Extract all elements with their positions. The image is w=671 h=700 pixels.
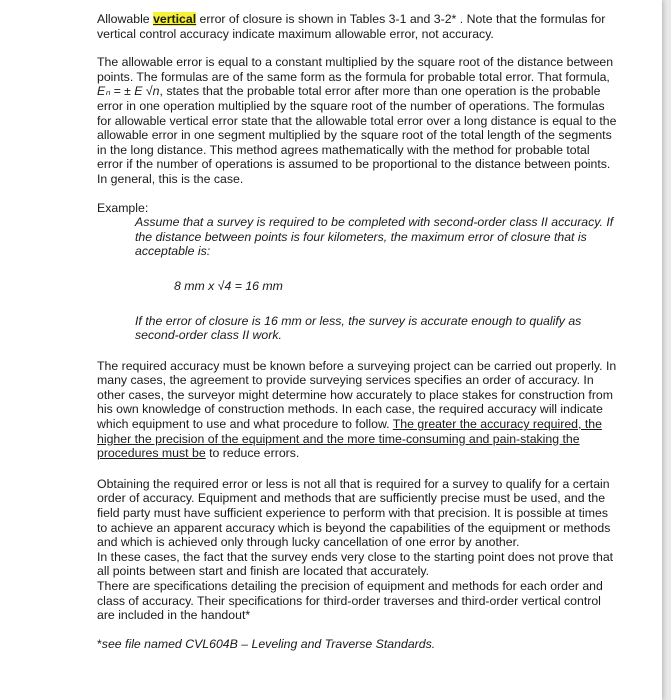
document-content: [97, 12, 617, 651]
example-formula: 8 mm x √4 = 16 mm: [174, 278, 283, 293]
probable-error-formula: Eₙ = ± E √n: [97, 84, 160, 99]
paragraph-required-accuracy: The required accuracy must be known before a surveying project can be carried out properly. In many cases, the agreement to provide surveying services specifies an order of accuracy. In other cases, the surveyor might determine how accurately to place stakes for construction from his own knowledge of construction methods. In each case, the required accuracy will indicate which equipment to use and what procedure to follow. The greater the accuracy required, the higher the precision of the equipment and the more time-consuming and pain-staking the procedures must be to reduce errors.: [97, 358, 617, 461]
paragraph-survey-ends: In these cases, the fact that the survey ends very close to the starting point does not prove that all points between start and finish are located that accurately.: [97, 549, 614, 579]
example-conclusion: If the error of closure is 16 mm or less, the survey is accurate enough to qualify as second-order class II work.: [135, 313, 582, 343]
paragraph-vertical-error: Allowable vertical error of closure is shown in Tables 3-1 and 3-2* . Note that the formulas for vertical control accuracy indicate maximum allowable error, not accuracy.: [97, 12, 606, 41]
example-label: Example:: [97, 200, 149, 215]
paragraph-specifications: There are specifications detailing the precision of equipment and methods for each order and class of accuracy. Their specifications for third-order traverses and third-order vertical control are included in the handout*: [97, 579, 603, 623]
paragraph-obtaining-error: Obtaining the required error or less is not all that is required for a survey to qualify for a certain order of accuracy. Equipment and methods that are sufficiently precise must be used, and the field party must have sufficient experience to perform with that precision. It is possible at times to achieve an apparent accuracy which is beyond the capabilities of the equipment or methods and which is achieved only through lucky cancellation of one error by another.: [97, 476, 611, 550]
example-assumption: Assume that a survey is required to be completed with second-order class II accuracy. If the distance between points is four kilometers, the maximum error of closure that is acceptable is:: [135, 215, 614, 259]
highlighted-word: vertical: [153, 12, 197, 26]
paragraph-allowable-error: The allowable error is equal to a constant multiplied by the square root of the distance between points. The formulas are of the same form as the formula for probable total error. That formula, Eₙ = ± E √n, states that the probable total error after more than one operation is the probable error in one operation multiplied by the square root of the number of operations. The formulas for allowable vertical error state that the allowable total error over a long distance is equal to the allowable error in one segment multiplied by the square root of the total length of the segments in the long distance. This method agrees mathematically with the method for probable total error if the number of operations is assumed to be proportional to the distance between points. In general, this is the case.: [97, 55, 617, 186]
underlined-statement: The greater the accuracy required, the higher the precision of the equipment and the more time-consuming and pain-staking the procedures must be: [97, 417, 602, 461]
footnote: *see file named CVL604B – Leveling and Traverse Standards.: [97, 636, 436, 651]
